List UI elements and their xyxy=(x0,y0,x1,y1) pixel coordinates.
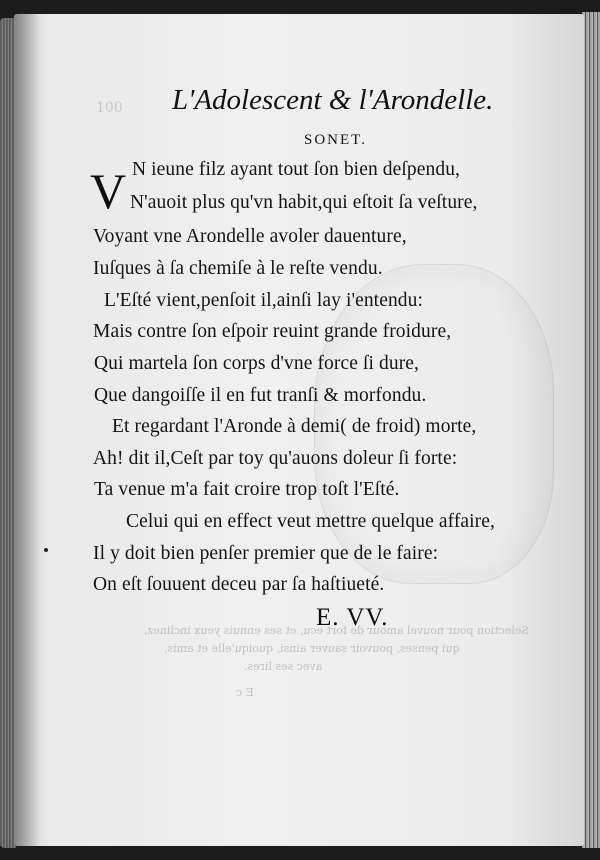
poem-line: Mais contre ſon eſpoir reuint grande froidure, xyxy=(93,321,452,342)
poem-line: Iuſques à ſa chemiſe à le reſte vendu. xyxy=(93,258,383,279)
poem-line: Et regardant l'Aronde à demi( de froid) morte, xyxy=(112,416,477,437)
book-page xyxy=(14,14,584,846)
poem-line: On eſt ſouuent deceu par ſa haſtiueté. xyxy=(93,574,385,595)
poem-line: Il y doit bien penſer premier que de le faire: xyxy=(93,543,439,564)
author-signature: E. VV. xyxy=(316,604,389,631)
poem-line: Qui martela ſon corps d'vne force ſi dure, xyxy=(94,353,420,374)
poem-title: L'Adolescent & l'Arondelle. xyxy=(172,84,494,116)
right-page-edges xyxy=(582,12,600,848)
poem-line: Celui qui en effect veut mettre quelque affaire, xyxy=(126,511,496,532)
poem-line: Ah! dit il,Ceſt par toy qu'auons doleur ſi forte: xyxy=(93,448,458,469)
bleed-through-line: avec ses lires. xyxy=(244,660,323,673)
poem-line: Que dangoiſſe il en fut tranſi & morfondu. xyxy=(94,385,427,406)
poem-line: Voyant vne Arondelle avoler dauenture, xyxy=(93,226,407,247)
section-heading: SONET. xyxy=(304,132,367,148)
poem-line: L'Eſté vient,penſoit il,ainſi lay i'entendu: xyxy=(104,290,424,311)
bleed-through-line: Selection pour nouvel amour de fort ecu, et ses ennuis yeux inclinez, xyxy=(144,624,529,637)
poem-line: Ta venue m'a fait croire trop toſt l'Eſté. xyxy=(94,479,400,500)
poem-body xyxy=(14,14,584,846)
bleed-through-line: E c xyxy=(236,686,254,699)
bleed-through-page-number: 100 xyxy=(96,100,123,116)
bleed-through-line: qui penses, pouvoir sauver ainsi, quoiqu'elle et amis, xyxy=(164,642,460,655)
poem-line: N ieune filz ayant tout ſon bien deſpendu, xyxy=(132,159,461,180)
drop-cap: V xyxy=(90,163,127,219)
margin-dot xyxy=(44,548,48,552)
poem-line: N'auoit plus qu'vn habit,qui eſtoit ſa veſture, xyxy=(130,192,478,213)
